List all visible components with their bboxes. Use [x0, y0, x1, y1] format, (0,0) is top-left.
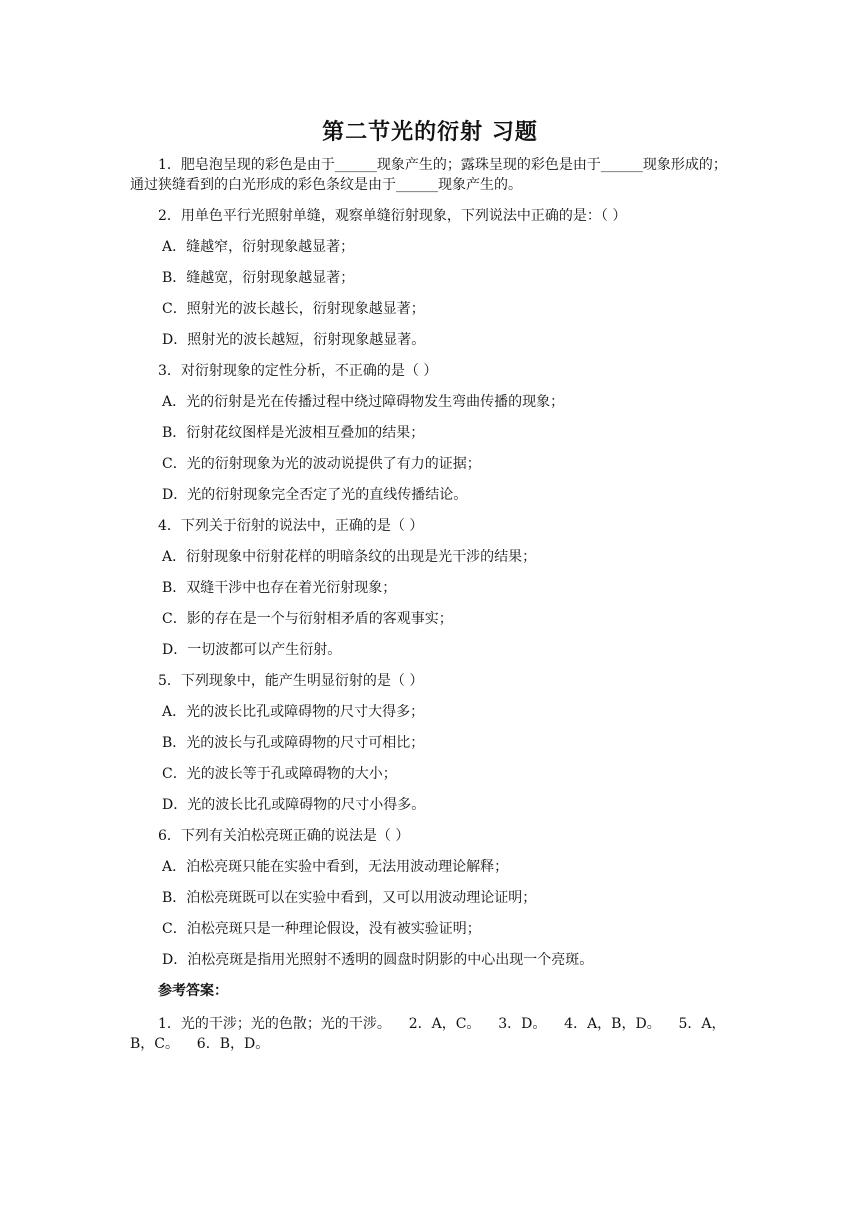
question-1-stem: 1．肥皂泡呈现的彩色是由于______现象产生的；露珠呈现的彩色是由于______现象形成的；通过狭缝看到的白光形成的彩色条纹是由于______现象产生的。	[130, 157, 727, 193]
question-4-stem: 4．下列关于衍射的说法中，正确的是（ ）	[158, 518, 424, 534]
question-6-option-c: C．泊松亮斑只是一种理论假设，没有被实验证明；	[162, 921, 481, 937]
question-3-option-d: D．光的衍射现象完全否定了光的直线传播结论。	[162, 487, 468, 503]
question-5-option-b: B．光的波长与孔或障碍物的尺寸可相比；	[162, 735, 425, 751]
question-3-option-a: A．光的衍射是光在传播过程中绕过障碍物发生弯曲传播的现象；	[162, 394, 565, 410]
question-4-option-d: D．一切波都可以产生衍射。	[162, 642, 342, 658]
question-4-option-c: C．影的存在是一个与衍射相矛盾的客观事实；	[162, 611, 453, 627]
question-3-option-b: B．衍射花纹图样是光波相互叠加的结果；	[162, 425, 425, 441]
question-6-option-d: D．泊松亮斑是指用光照射不透明的圆盘时阴影的中心出现一个亮斑。	[162, 952, 594, 968]
question-2-option-c: C．照射光的波长越长，衍射现象越显著；	[162, 301, 425, 317]
question-2-option-a: A．缝越窄，衍射现象越显著；	[162, 239, 355, 255]
answers-heading: 参考答案：	[158, 983, 228, 999]
answers-text: 1．光的干涉；光的色散；光的干涉。 2．A，C。 3．D。 4．A，B，D。 5．A，B，C。 6．B，D。	[130, 1016, 726, 1052]
question-6-option-a: A．泊松亮斑只能在实验中看到，无法用波动理论解释；	[162, 859, 509, 875]
question-2-option-d: D．照射光的波长越短，衍射现象越显著。	[162, 332, 426, 348]
question-4-option-a: A．衍射现象中衍射花样的明暗条纹的出现是光干涉的结果；	[162, 549, 537, 565]
page-title: 第二节光的衍射 习题	[322, 119, 538, 145]
question-6-option-b: B．泊松亮斑既可以在实验中看到，又可以用波动理论证明；	[162, 890, 537, 906]
question-2-stem: 2．用单色平行光照射单缝，观察单缝衍射现象，下列说法中正确的是：（ ）	[158, 208, 627, 224]
question-5-option-d: D．光的波长比孔或障碍物的尺寸小得多。	[162, 797, 426, 813]
document-body	[130, 155, 735, 1065]
question-5-stem: 5．下列现象中，能产生明显衍射的是（ ）	[158, 673, 424, 689]
question-6-stem: 6．下列有关泊松亮斑正确的说法是（ ）	[158, 828, 410, 844]
question-3-option-c: C．光的衍射现象为光的波动说提供了有力的证据；	[162, 456, 481, 472]
question-4-option-b: B．双缝干涉中也存在着光衍射现象；	[162, 580, 397, 596]
question-2-option-b: B．缝越宽，衍射现象越显著；	[162, 270, 355, 286]
question-3-stem: 3．对衍射现象的定性分析，不正确的是（ ）	[158, 363, 438, 379]
question-5-option-a: A．光的波长比孔或障碍物的尺寸大得多；	[162, 704, 425, 720]
question-5-option-c: C．光的波长等于孔或障碍物的大小；	[162, 766, 397, 782]
